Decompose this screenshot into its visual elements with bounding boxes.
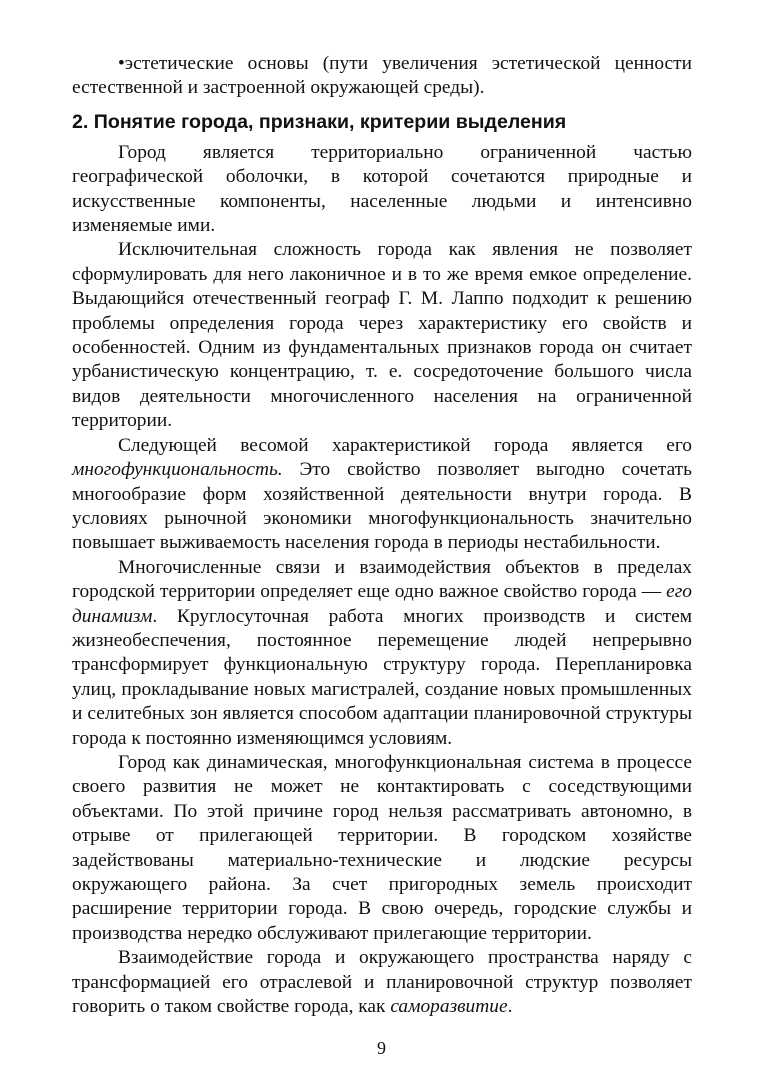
paragraph-text: Следующей весомой характеристикой города является его: [118, 434, 692, 456]
emphasis-term: саморазвитие: [390, 996, 508, 1018]
paragraph-city-definition: Город является территориально ограниченной частью географической оболочки, в которой сочетаются природные и искусственные компоненты, населенные людьми и интенсивно изменяемые ими.: [72, 141, 692, 237]
paragraph-text: Это свойство позволяет выгодно сочетать многообразие форм хозяйственной деятельности внутри города. В условиях рыночной экономики многофункциональность значительно повышает выживаемость населения города в периоды нестабильности.: [72, 459, 692, 554]
emphasis-term: его динамизм: [72, 581, 692, 627]
paragraph-self-development: [72, 946, 692, 1019]
paragraph-text: Взаимодействие города и окружающего пространства наряду с трансформацией его отраслевой и планировочной структур позволяет говорить о таком свойстве города, как: [72, 947, 692, 1018]
paragraph-urban-concentration: Исключительная сложность города как явления не позволяет сформулировать для него лаконичное и в то же время емкое определение. Выдающийся отечественный географ Г. М. Лаппо подходит к решению проблемы определения города через характеристику его свойств и особенностей. Одним из фундаментальных признаков города он считает урбанистическую концентрацию, т. е. сосредоточение большого числа видов деятельности многочисленного населения на ограниченной территории.: [72, 239, 692, 432]
emphasis-term: многофункциональность.: [72, 459, 283, 481]
paragraph-surrounding-territory: Город как динамическая, многофункциональная система в процессе своего развития не может не контактировать с соседствующими объектами. По этой причине город нельзя рассматривать автономно, в отрыве от прилегающей территории. В городском хозяйстве задействованы материально-технические и людские ресурсы окружающего района. За счет пригородных земель происходит расширение территории города. В свою очередь, городские службы и производства нередко обслуживают прилегающие территории.: [72, 751, 692, 944]
paragraph-multifunctionality: [72, 434, 692, 556]
paragraph-text: Многочисленные связи и взаимодействия объектов в пределах городской территории определяет еще одно важное свойство города —: [72, 556, 692, 603]
page-number: 9: [377, 1038, 386, 1058]
paragraph-text: .: [507, 996, 513, 1018]
paragraph-dynamism: [72, 556, 692, 751]
bullet-item-aesthetic: •эстетические основы (пути увеличения эстетической ценности естественной и застроенной окружающей среды).: [72, 53, 692, 99]
page-body: [72, 52, 692, 1019]
paragraph-text: . Круглосуточная работа многих производств и систем жизнеобеспечения, постоянное перемещение людей непрерывно трансформирует функциональную структуру города. Перепланировка улиц, прокладывание новых магистралей, создание новых промышленных и селитебных зон является способом адаптации планировочной структуры города к постоянно изменяющимся условиям.: [72, 605, 692, 749]
section-heading: 2. Понятие города, признаки, критерии выделения: [72, 110, 567, 133]
